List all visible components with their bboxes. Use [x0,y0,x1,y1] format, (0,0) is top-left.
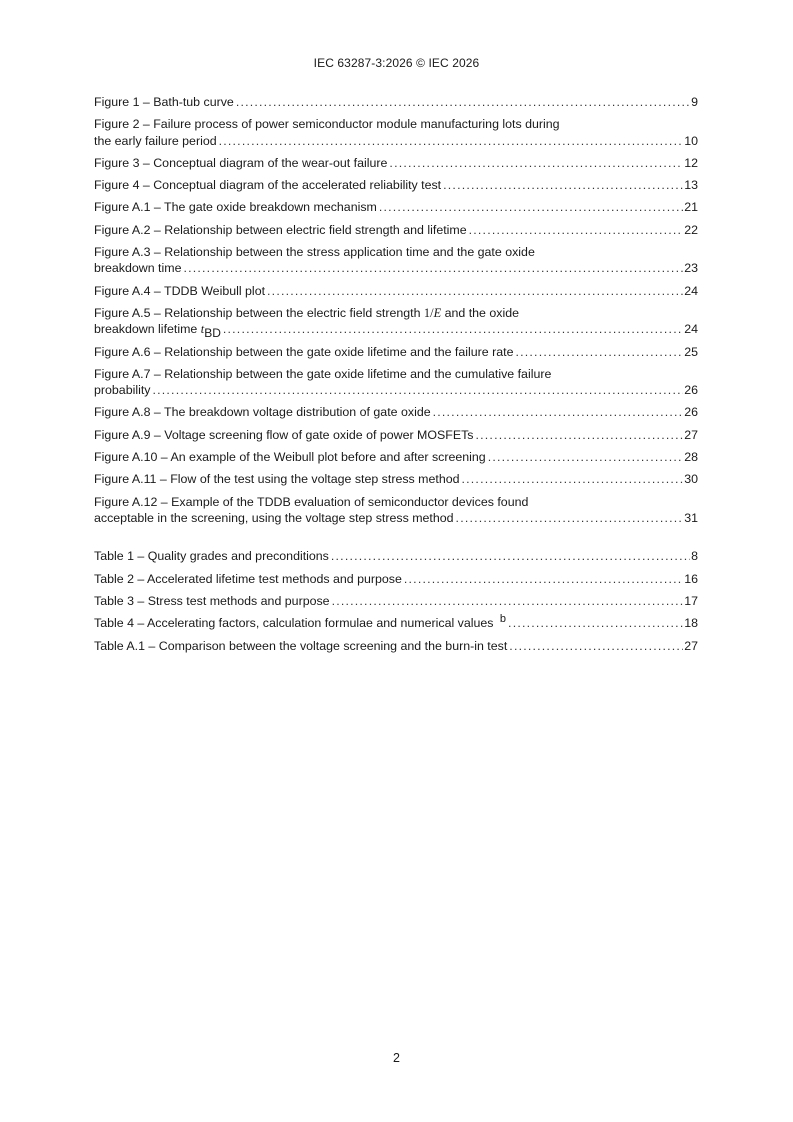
toc-entry-title: Figure A.9 – Voltage screening flow of gate oxide of power MOSFETs [94,427,474,442]
toc-entry-page: 25 [684,344,698,359]
toc-entry-title [94,615,506,632]
formula-symbol-e: E [433,305,442,320]
toc-entry-page: 31 [684,510,698,525]
toc-entry-title-cont: the early failure period [94,133,217,148]
toc-entry-page: 16 [684,571,698,586]
toc-entry-page: 26 [684,405,698,420]
toc-entry-title [94,305,698,321]
toc-entry-figure-4[interactable] [94,177,698,193]
list-of-figures-and-tables [94,94,698,661]
toc-entry-figure-a9[interactable] [94,427,698,443]
toc-entry-figure-a5[interactable] [94,305,698,341]
toc-entry-title: Figure 3 – Conceptual diagram of the wear-out failure [94,155,388,170]
toc-entry-title: Figure A.12 – Example of the TDDB evaluation of semiconductor devices found [94,494,529,509]
toc-entry-title: Table 2 – Accelerated lifetime test methods and purpose [94,571,402,586]
toc-entry-page: 30 [684,472,698,487]
title-text: breakdown lifetime [94,322,201,337]
subscript-bd: BD [204,326,221,341]
dot-leader [183,260,683,276]
dot-leader [462,471,684,487]
toc-entry-figure-a2[interactable] [94,222,698,238]
toc-entry-table-2[interactable] [94,571,698,587]
page-number: 2 [393,1051,400,1065]
toc-entry-page: 28 [684,450,698,465]
toc-entry-title: Table 1 – Quality grades and preconditions [94,549,329,564]
toc-entry-title: Table 3 – Stress test methods and purpose [94,593,330,608]
dot-leader [476,427,684,443]
toc-entry-page: 9 [691,95,698,109]
toc-entry-title: Figure 4 – Conceptual diagram of the accelerated reliability test [94,178,442,193]
toc-entry-figure-2[interactable] [94,116,698,149]
toc-entry-figure-a11[interactable] [94,471,698,487]
section-gap [94,532,698,548]
toc-entry-title: Figure A.8 – The breakdown voltage distribution of gate oxide [94,405,431,420]
toc-entry-figure-3[interactable] [94,155,698,171]
dot-leader [509,638,683,654]
dot-leader [433,404,684,420]
toc-entry-page: 17 [684,593,698,608]
dot-leader [236,94,690,110]
dot-leader [331,548,690,564]
toc-entry-title: Figure A.7 – Relationship between the gate oxide lifetime and the cumulative failure [94,366,552,381]
toc-entry-page: 27 [684,427,698,442]
formula-text: 1/ [423,305,434,320]
toc-entry-title-cont [94,321,221,341]
dot-leader [469,222,684,238]
toc-entry-title-cont: breakdown time [94,261,182,276]
dot-leader [379,199,683,215]
title-text: Figure A.5 – Relationship between the electric field strength [94,305,424,320]
toc-entry-table-4[interactable] [94,615,698,632]
toc-entry-page: 10 [684,133,698,148]
toc-entry-title: Figure A.1 – The gate oxide breakdown mechanism [94,200,377,215]
dot-leader [152,382,683,398]
formula-symbol-t: t [200,322,205,337]
dot-leader [508,615,683,631]
toc-entry-title: Figure A.6 – Relationship between the gate oxide lifetime and the failure rate [94,344,514,359]
title-text: Table 4 – Accelerating factors, calculation formulae and numerical values [94,616,497,631]
dot-leader [404,571,683,587]
dot-leader [515,344,683,360]
footnote-marker: b [499,613,507,626]
page-header: IEC 63287-3:2026 © IEC 2026 [313,56,480,70]
toc-entry-figure-a3[interactable] [94,244,698,277]
toc-entry-page: 24 [684,283,698,298]
toc-entry-page: 26 [684,383,698,398]
dot-leader [488,449,684,465]
title-text: and the oxide [441,305,519,320]
dot-leader [267,283,683,299]
toc-entry-table-a1[interactable] [94,638,698,654]
toc-entry-page: 21 [684,200,698,215]
dot-leader [456,510,684,526]
toc-entry-figure-a1[interactable] [94,199,698,215]
toc-entry-figure-a8[interactable] [94,404,698,420]
toc-entry-title: Figure A.2 – Relationship between electric field strength and lifetime [94,222,467,237]
toc-entry-title: Figure A.3 – Relationship between the stress application time and the gate oxide [94,245,535,260]
toc-entry-table-1[interactable] [94,548,698,564]
toc-entry-page: 24 [684,322,698,337]
toc-entry-page: 23 [684,261,698,276]
toc-entry-title-cont: probability [94,383,151,398]
dot-leader [219,133,684,149]
dot-leader [332,593,684,609]
toc-entry-page: 27 [684,639,698,654]
toc-entry-figure-a7[interactable] [94,366,698,399]
toc-entry-title: Figure 1 – Bath-tub curve [94,95,234,109]
toc-entry-table-3[interactable] [94,593,698,609]
toc-entry-figure-a6[interactable] [94,344,698,360]
toc-entry-figure-a4[interactable] [94,283,698,299]
toc-entry-title: Figure 2 – Failure process of power semiconductor module manufacturing lots during [94,117,560,132]
toc-entry-figure-1[interactable] [94,94,698,110]
dot-leader [223,321,683,337]
dot-leader [389,155,683,171]
toc-entry-title: Table A.1 – Comparison between the voltage screening and the burn-in test [94,639,508,654]
toc-entry-page: 13 [684,178,698,193]
toc-entry-figure-a12[interactable] [94,494,698,527]
toc-entry-title-cont: acceptable in the screening, using the voltage step stress method [94,510,454,525]
toc-entry-title: Figure A.4 – TDDB Weibull plot [94,283,266,298]
toc-entry-page: 22 [684,222,698,237]
toc-entry-page: 8 [691,549,698,564]
toc-entry-figure-a10[interactable] [94,449,698,465]
dot-leader [443,177,683,193]
toc-entry-page: 12 [684,155,698,170]
toc-entry-page: 18 [684,616,698,631]
toc-entry-title: Figure A.10 – An example of the Weibull plot before and after screening [94,450,486,465]
toc-entry-title: Figure A.11 – Flow of the test using the voltage step stress method [94,472,460,487]
